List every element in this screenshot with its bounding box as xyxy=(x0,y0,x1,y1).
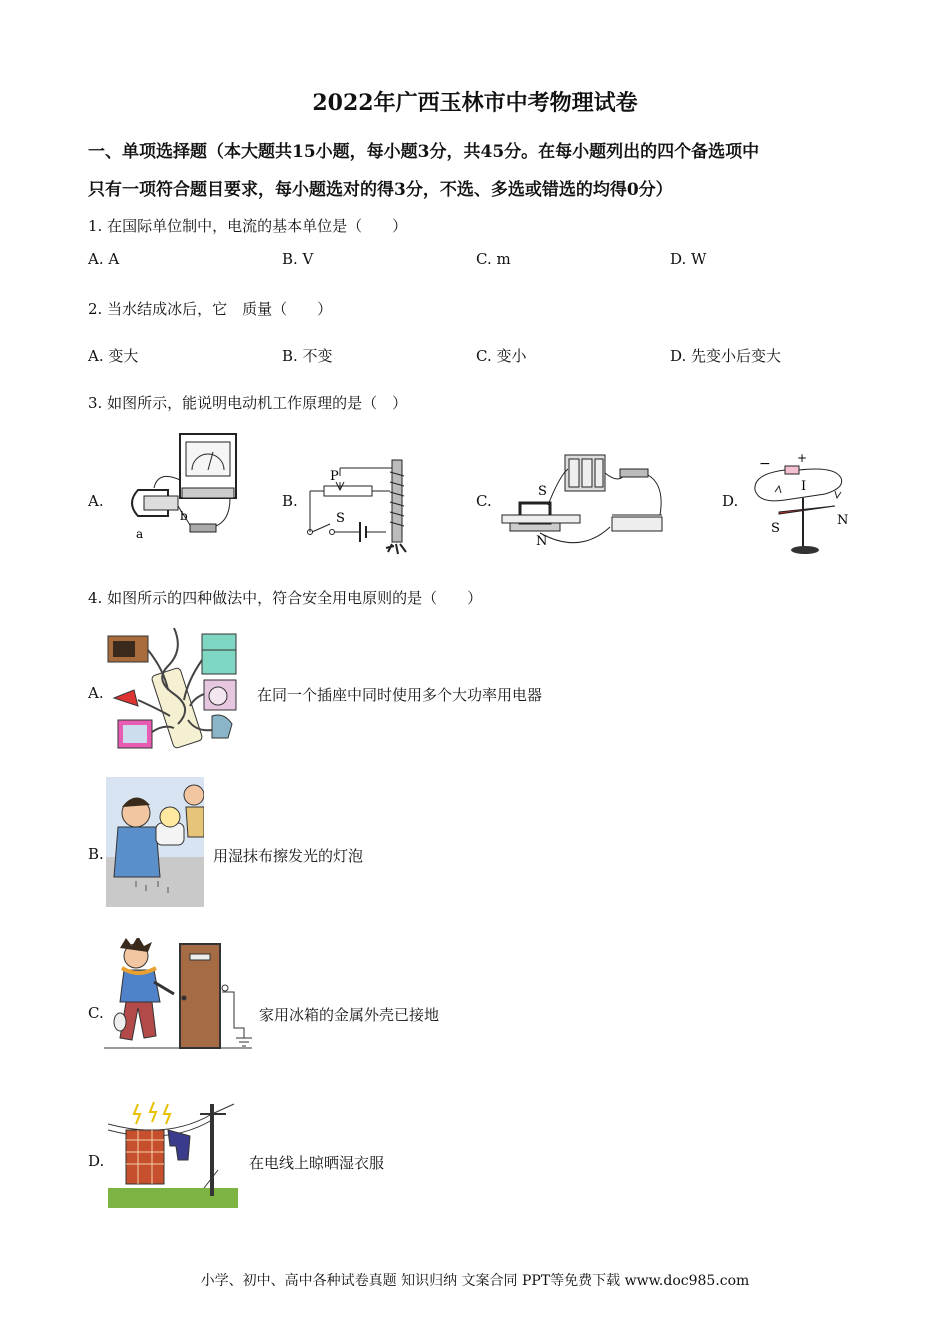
section-header-line1: 一、单项选择题（本大题共15小题，每小题3分，共45分。在每小题列出的四个备选项中 xyxy=(88,142,760,162)
question-1-option-d: D. W xyxy=(670,250,707,268)
fig-3b-label-p: P xyxy=(330,469,339,484)
question-4-option-b-letter: B. xyxy=(88,845,104,863)
question-4-option-c-text: 家用冰箱的金属外壳已接地 xyxy=(259,1006,440,1024)
fig-3b-label-s: S xyxy=(336,511,345,526)
fig-3d-label-i: I xyxy=(801,479,807,494)
question-4-option-a-letter: A. xyxy=(88,684,104,702)
fig-3a-label-a: a xyxy=(136,527,144,541)
question-3-option-b: B. xyxy=(282,492,298,510)
figure-3a-galvanometer-circuit xyxy=(118,430,248,545)
question-2-stem: 2. 当水结成冰后，它 质量（ ） xyxy=(88,300,333,318)
figure-4b-wet-cloth-bulb xyxy=(106,777,204,907)
question-2-option-c: C. 变小 xyxy=(476,347,527,365)
question-4-option-d-text: 在电线上晾晒湿衣服 xyxy=(249,1154,385,1172)
question-2-option-a: A. 变大 xyxy=(88,347,139,365)
figure-3d-compass-wire xyxy=(745,448,855,558)
figure-4a-overloaded-socket xyxy=(104,620,249,755)
question-1-option-b: B. V xyxy=(282,250,314,268)
question-4-option-a-text: 在同一个插座中同时使用多个大功率用电器 xyxy=(257,686,543,704)
fig-3a-label-b: b xyxy=(180,509,188,523)
question-4-stem: 4. 如图所示的四种做法中，符合安全用电原则的是（ ） xyxy=(88,589,483,607)
question-4-option-b-text: 用湿抹布擦发光的灯泡 xyxy=(213,847,364,865)
page-footer: 小学、初中、高中各种试卷真题 知识归纳 文案合同 PPT等免费下载 www.doc985.com xyxy=(200,1273,750,1289)
question-3-option-d: D. xyxy=(722,492,739,510)
figure-3c-motor-circuit xyxy=(500,445,675,560)
fig-3c-label-s: S xyxy=(538,484,547,499)
fig-3d-label-n: N xyxy=(837,513,849,528)
question-2-option-b: B. 不变 xyxy=(282,347,333,365)
svg-text:+: + xyxy=(797,451,808,465)
question-3-option-c: C. xyxy=(476,492,492,510)
figure-3b-electromagnet-circuit xyxy=(300,442,425,557)
svg-text:−: − xyxy=(759,456,771,472)
question-2-option-d: D. 先变小后变大 xyxy=(670,347,782,365)
question-4-option-d-letter: D. xyxy=(88,1152,105,1170)
question-1-option-a: A. A xyxy=(88,250,120,268)
question-4-option-c-letter: C. xyxy=(88,1004,104,1022)
figure-4d-clothes-on-power-line xyxy=(108,1100,238,1210)
question-1-stem: 1. 在国际单位制中，电流的基本单位是（ ） xyxy=(88,217,408,235)
section-header-line2: 只有一项符合题目要求，每小题选对的得3分，不选、多选或错选的均得0分） xyxy=(88,180,673,200)
page-title: 2022年广西玉林市中考物理试卷 xyxy=(312,90,638,116)
fig-3d-label-s: S xyxy=(771,521,780,536)
question-3-stem: 3. 如图所示，能说明电动机工作原理的是（ ） xyxy=(88,394,408,412)
question-3-option-a: A. xyxy=(88,492,104,510)
fig-3c-label-n: N xyxy=(536,534,548,549)
figure-4c-grounded-fridge xyxy=(104,938,252,1060)
question-1-option-c: C. m xyxy=(476,250,511,268)
